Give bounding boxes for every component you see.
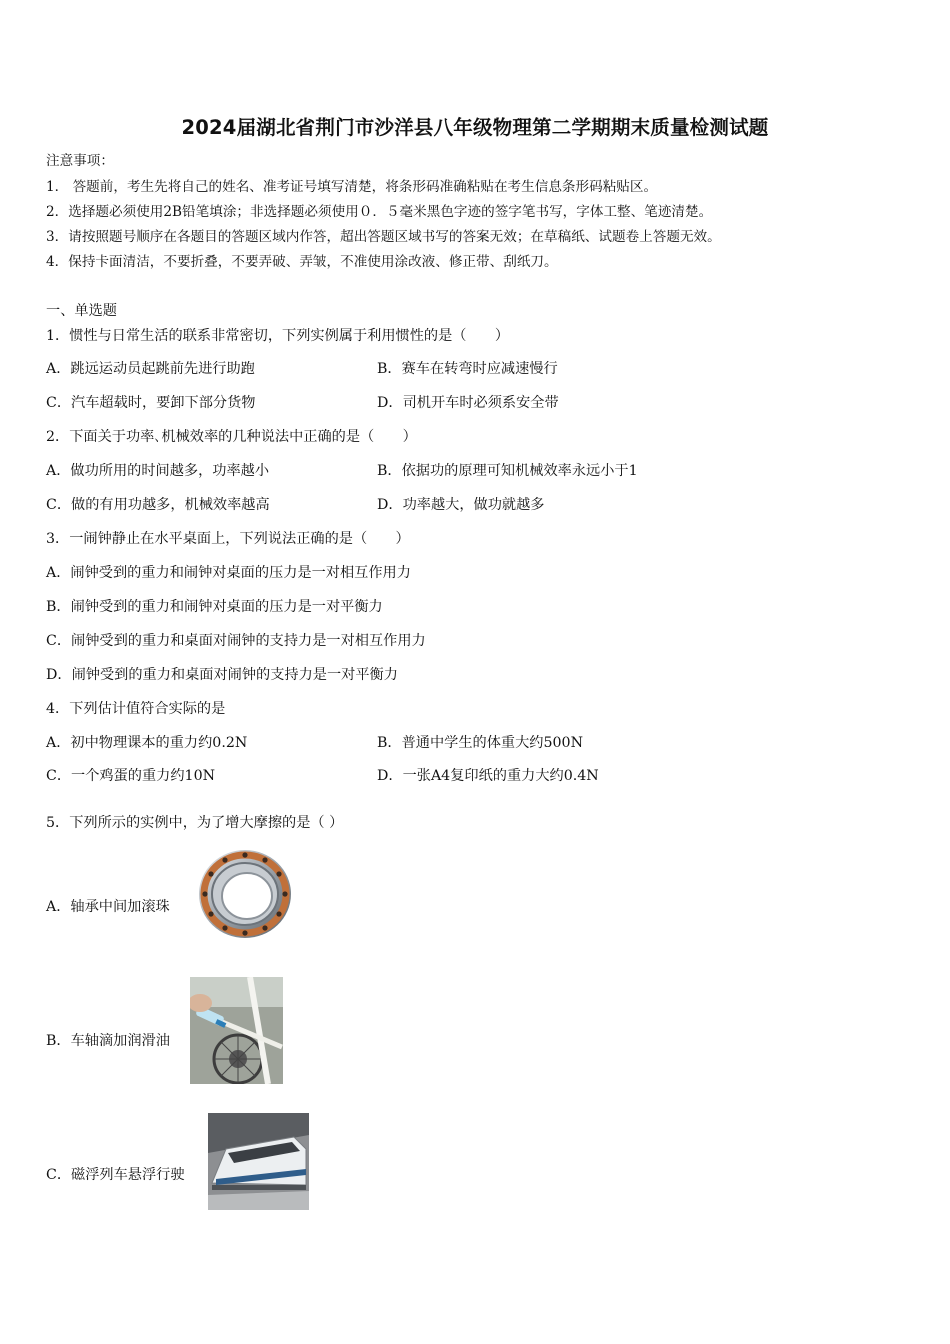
question-2-option-c[interactable]: C．做的有用功越多，机械效率越高 [46,497,270,513]
question-1-stem: 1．惯性与日常生活的联系非常密切，下列实例属于利用惯性的是（ ） [46,328,510,344]
question-4-option-b[interactable]: B．普通中学生的体重大约500N [377,735,583,751]
section-title: 一、单选题 [46,303,117,319]
bearing-image [193,842,295,942]
notice-item-3: 3．请按照题号顺序在各题目的答题区域内作答，超出答题区域书写的答案无效；在草稿纸、试题卷上答题无效。 [46,229,721,245]
question-5-option-a[interactable]: A．轴承中间加滚珠 [46,899,170,915]
question-3-option-c[interactable]: C．闹钟受到的重力和桌面对闹钟的支持力是一对相互作用力 [46,633,426,649]
question-4-option-c[interactable]: C．一个鸡蛋的重力约10N [46,768,216,784]
question-2-stem: 2．下面关于功率､机械效率的几种说法中正确的是（ ） [46,429,417,445]
question-4-option-a[interactable]: A．初中物理课本的重力约0.2N [46,735,248,751]
question-5-option-b[interactable]: B．车轴滴加润滑油 [46,1033,170,1049]
question-1-option-c[interactable]: C．汽车超载时，要卸下部分货物 [46,395,256,411]
question-1-option-b[interactable]: B．赛车在转弯时应减速慢行 [377,361,558,377]
question-2-option-b[interactable]: B．依据功的原理可知机械效率永远小于1 [377,463,638,479]
exam-title: 2024届湖北省荆门市沙洋县八年级物理第二学期期末质量检测试题 [181,116,769,139]
question-5-option-c[interactable]: C．磁浮列车悬浮行驶 [46,1167,185,1183]
maglev-train-image [208,1113,309,1210]
question-4-stem: 4．下列估计值符合实际的是 [46,701,226,717]
question-3-option-d[interactable]: D．闹钟受到的重力和桌面对闹钟的支持力是一对平衡力 [46,667,398,683]
notice-item-4: 4．保持卡面清洁，不要折叠，不要弄破、弄皱，不准使用涂改液、修正带、刮纸刀。 [46,254,558,270]
bicycle-oil-image [190,977,283,1084]
notice-item-1: 1． 答题前，考生先将自己的姓名、准考证号填写清楚，将条形码准确粘贴在考生信息条形码粘贴区。 [46,179,658,195]
question-2-option-a[interactable]: A．做功所用的时间越多，功率越小 [46,463,270,479]
notice-item-2: 2．选择题必须使用2B铅笔填涂；非选择题必须使用０．５毫米黑色字迹的签字笔书写，字体工整、笔迹清楚。 [46,204,713,220]
question-1-option-d[interactable]: D．司机开车时必须系安全带 [377,395,559,411]
question-3-option-a[interactable]: A．闹钟受到的重力和闹钟对桌面的压力是一对相互作用力 [46,565,411,581]
question-1-option-a[interactable]: A．跳远运动员起跳前先进行助跑 [46,361,255,377]
question-3-option-b[interactable]: B．闹钟受到的重力和闹钟对桌面的压力是一对平衡力 [46,599,383,615]
question-2-option-d[interactable]: D．功率越大，做功就越多 [377,497,545,513]
question-5-stem: 5．下列所示的实例中，为了增大摩擦的是（ ） [46,815,344,831]
notice-heading: 注意事项： [46,153,114,169]
question-3-stem: 3．一闹钟静止在水平桌面上，下列说法正确的是（ ） [46,531,410,547]
question-4-option-d[interactable]: D．一张A4复印纸的重力大约0.4N [377,768,599,784]
